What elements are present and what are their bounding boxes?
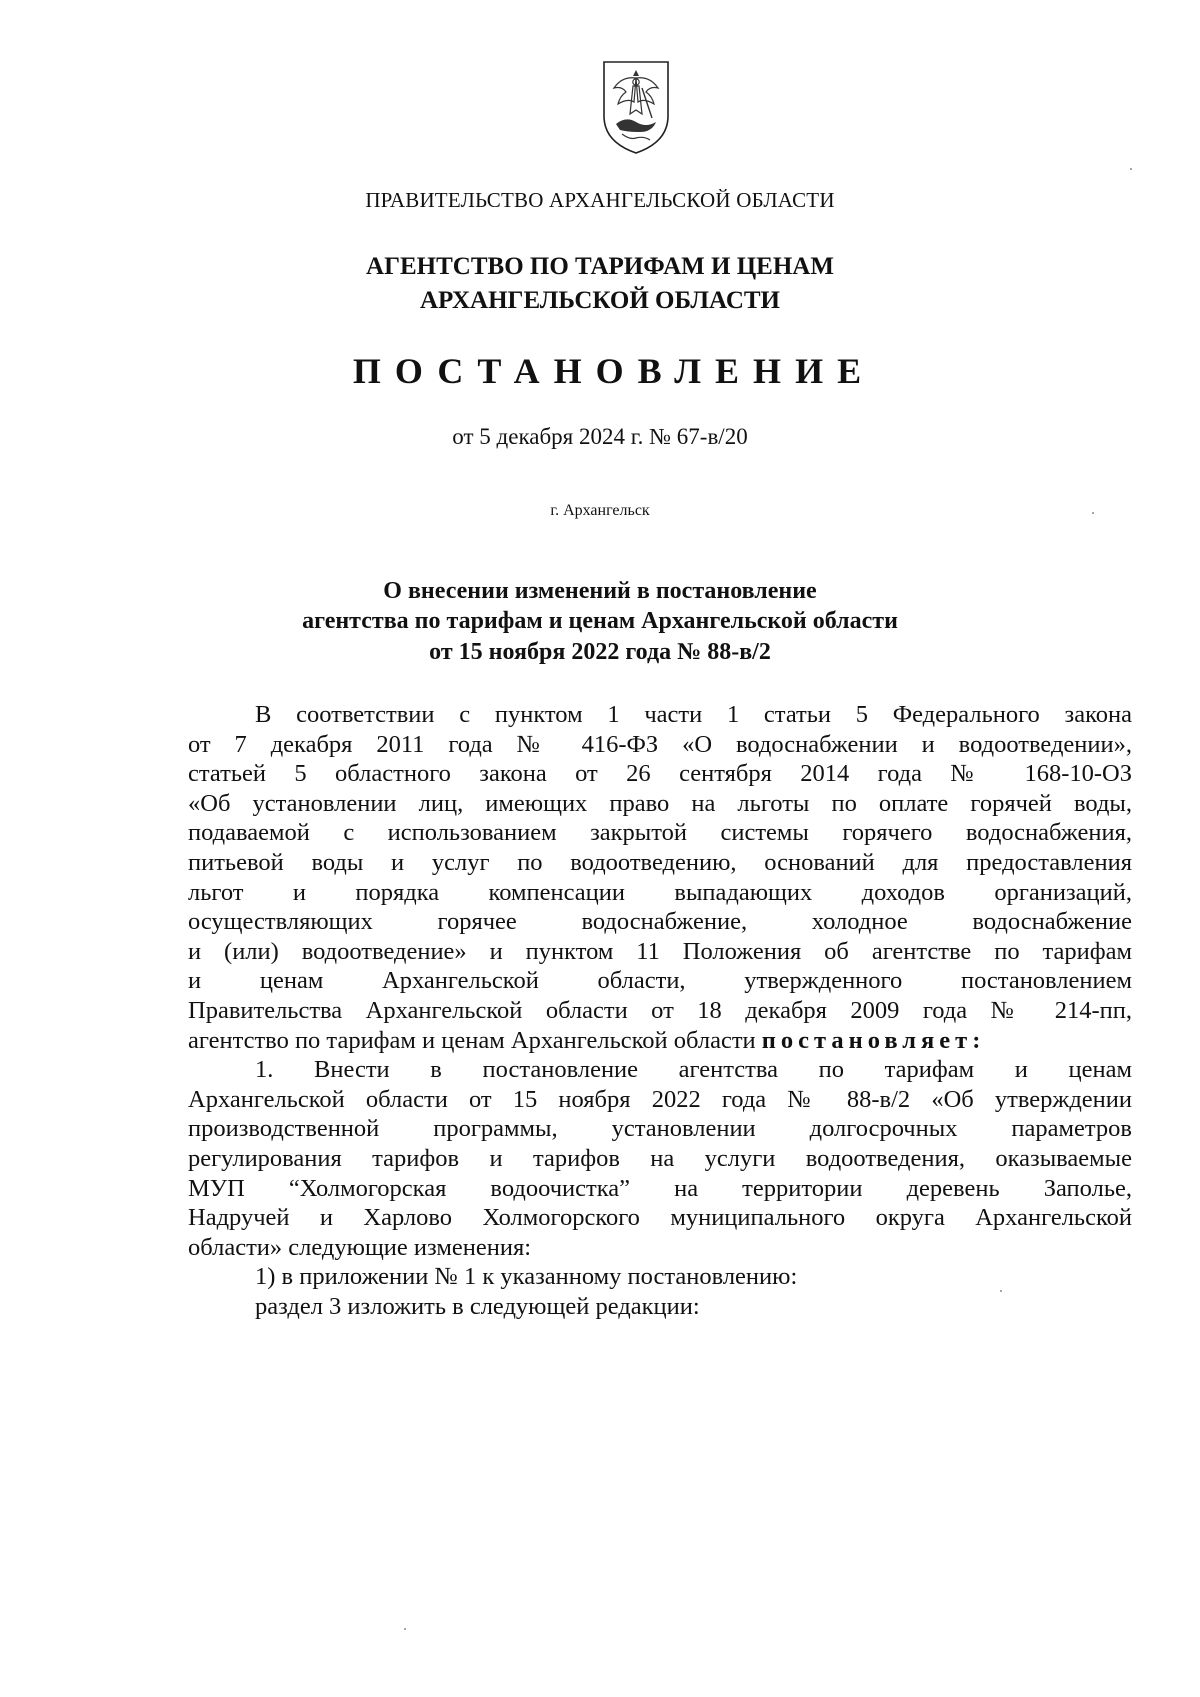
document-body (188, 700, 1132, 1321)
sub-item-1: 1) в приложении № 1 к указанному постановлению: (255, 1263, 798, 1291)
item-1-line: Архангельской области от 15 ноября 2022 года № 88-в/2 «Об утверждении (188, 1085, 1132, 1113)
body-line: и ценам Архангельской области, утвержденного постановлением (188, 967, 1132, 995)
item-1-line: регулирования тарифов и тарифов на услуги водоотведения, оказываемые (188, 1144, 1132, 1172)
item-1-line: 1. Внести в постановление агентства по тарифам и ценам (255, 1056, 1132, 1084)
body-line: подаваемой с использованием закрытой системы горячего водоснабжения, (188, 819, 1132, 847)
scan-speck (1092, 512, 1094, 514)
sub-item-1-instruction: раздел 3 изложить в следующей редакции: (255, 1292, 700, 1320)
body-line: питьевой воды и услуг по водоотведению, оснований для предоставления (188, 848, 1132, 876)
item-1-line: области» следующие изменения: (188, 1233, 532, 1261)
body-line: «Об установлении лиц, имеющих право на льготы по оплате горячей воды, (188, 789, 1132, 817)
body-text-prefix: агентство по тарифам и ценам Архангельской области (188, 1026, 762, 1054)
document-city: г. Архангельск (550, 502, 650, 519)
body-line: осуществляющих горячее водоснабжение, холодное водоснабжение (188, 908, 1132, 936)
subject-line2: агентства по тарифам и ценам Архангельской области (302, 608, 898, 634)
scan-speck (1130, 168, 1132, 170)
scan-speck (404, 1628, 406, 1630)
body-line-resolves (188, 1026, 1132, 1056)
item-1-line: Надручей и Харлово Холмогорского муниципального округа Архангельской (188, 1204, 1132, 1232)
body-line: от 7 декабря 2011 года № 416-ФЗ «О водоснабжении и водоотведении», (188, 730, 1132, 758)
government-name: ПРАВИТЕЛЬСТВО АРХАНГЕЛЬСКОЙ ОБЛАСТИ (365, 188, 835, 212)
arkhangelsk-coat-of-arms-icon (600, 58, 672, 156)
subject-line3: от 15 ноября 2022 года № 88-в/2 (429, 639, 771, 665)
agency-name-line1: АГЕНТСТВО ПО ТАРИФАМ И ЦЕНАМ (366, 253, 834, 280)
subject-line1: О внесении изменений в постановление (383, 578, 817, 604)
scan-speck (1000, 1290, 1002, 1292)
item-1-line: производственной программы, установлении долгосрочных параметров (188, 1115, 1132, 1143)
body-line: В соответствии с пунктом 1 части 1 статьи 5 Федерального закона (255, 701, 1132, 728)
body-line: статьей 5 областного закона от 26 сентября 2014 года № 168-10-ОЗ (188, 760, 1132, 788)
document-date-number: от 5 декабря 2024 г. № 67-в/20 (452, 424, 748, 449)
body-line: Правительства Архангельской области от 18 декабря 2009 года № 214-пп, (188, 996, 1132, 1024)
agency-name-line2: АРХАНГЕЛЬСКОЙ ОБЛАСТИ (420, 287, 780, 314)
body-line: льгот и порядка компенсации выпадающих доходов организаций, (188, 878, 1132, 906)
item-1-line: МУП “Холмогорская водоочистка” на территории деревень Заполье, (188, 1174, 1132, 1202)
resolves-keyword: постановляет: (761, 1026, 986, 1054)
document-type: ПОСТАНОВЛЕНИЕ (352, 351, 876, 391)
body-line: и (или) водоотведение» и пунктом 11 Положения об агентстве по тарифам (188, 937, 1132, 965)
